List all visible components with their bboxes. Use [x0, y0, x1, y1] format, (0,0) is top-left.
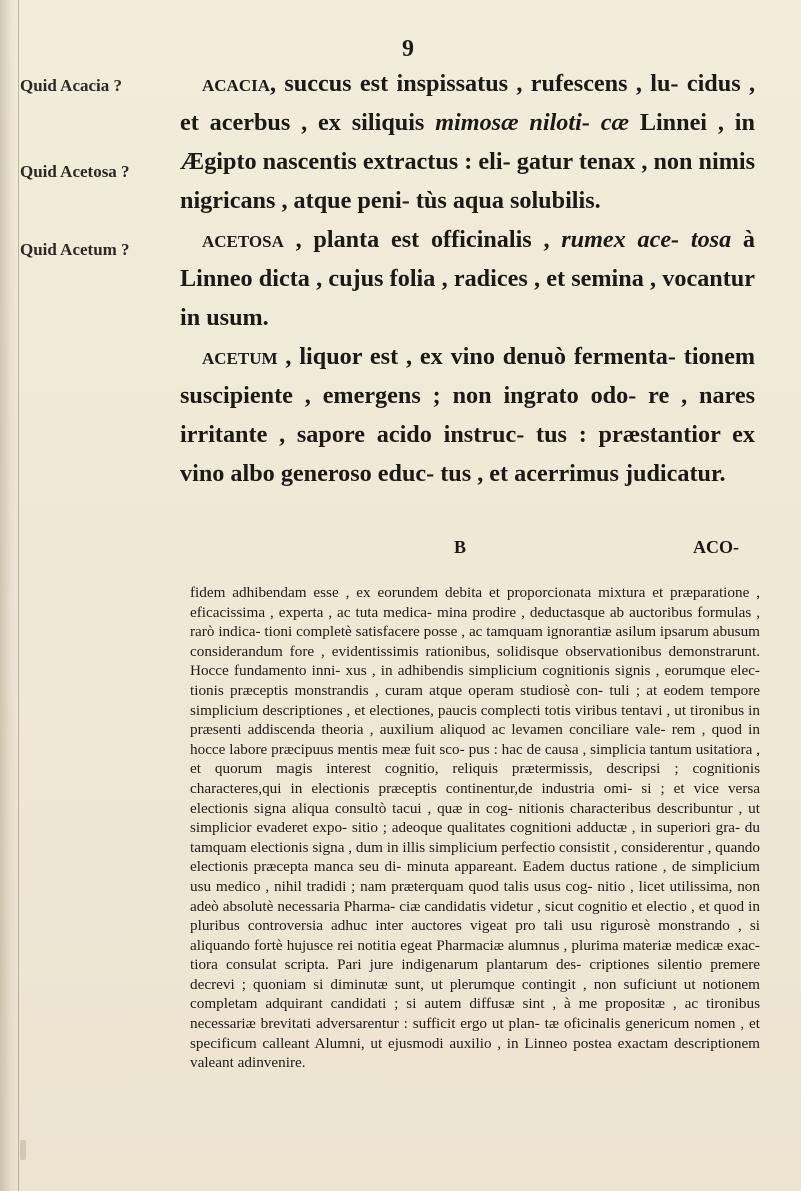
- entry-acetum-text-1: , liquor est , ex vino denuò fermenta- tionem suscipiente , emergens ; non ingrato odo- re , nares irritante , sapore acido instruc- tus : præstantior ex vino albo generoso educ- tus , et acerrimus judicatur.: [180, 343, 755, 487]
- main-text: [180, 64, 755, 493]
- catchword: ACO-: [693, 537, 739, 557]
- entry-acetosa-text-1: , planta est officinalis ,: [283, 226, 562, 253]
- entry-acacia-italic: mimosæ niloti- cæ: [435, 109, 629, 136]
- margin-note-acetum: Quid Acetum ?: [20, 240, 130, 259]
- margin-note-acetosa: Quid Acetosa ?: [20, 162, 130, 181]
- margin-note-acacia: Quid Acacia ?: [20, 76, 123, 95]
- entry-acetum: [180, 337, 755, 493]
- entry-acetosa-text-2: à Linneo dicta , cujus folia , radices , et semina , vocantur in usum.: [180, 226, 755, 331]
- entry-acetosa: [180, 220, 755, 337]
- page-number: 9: [402, 36, 414, 62]
- headword-acetum: acetum: [202, 343, 278, 370]
- binding-gutter: [18, 0, 19, 1191]
- headword-acetosa: acetosa: [202, 226, 284, 253]
- footnote-text: fidem adhibendam esse , ex eorundem debita et proporcionata mixtura et præparatione , eficacissima , experta , ac tuta medica- mina prodire , deductasque ab auctoribus formulas , rarò indica- tioni completè satisfacere posse , ac tamquam ignorantiæ asilum ipsarum abusum considerandum fore , evidentissimis rationibus, solidisque observationibus demonstrarunt. Hocce fundamento inni- xus , in adhibendis simplicium cognitionis signis , eorumque elec- tionis præceptis monstrandis , curam atque operam studiosè con- tuli ; at eodem tempore simplicium descriptiones , et electiones, paucis complecti totis viribus tentavi , ut tironibus in præsenti addiscenda theoria , auxilium aliquod ac levamen conciliare vale- rem , quod in hocce labore præcipuus mentis meæ fuit sco- pus : hac de causa , simplicia tantum usitatiora , et quorum magis interest cognitio, reliquis prætermissis, descripsi ; cognitionis characteres,qui in electionis præceptis continentur,de industria omi- si ; et vice versa electionis signa aliqua consultò tacui , quæ in cog- nitionis characteribus describuntur , ut simplicior evaderet expo- sitio ; adeoque qualitates cognitioni adductæ , in superiori gra- du tamquam electionis signa , dum in illis simplicium perfectio consistit , considerentur , quando electionis præcepta manca seu di- minuta appareant. Eadem ductus ratione , de simplicium usu medico , nihil tradidi ; nam præterquam quod talis usus cog- nitio , licet utilissima, non adeò absolutè necessaria Pharma- ciæ candidatis videtur , sicut cognitio et electio , et quod in pluribus controversia adhuc inter auctores vigeat pro tali usu rigurosè monstrando , si aliquando fortè hujusce rei notitia egeat Pharmaciæ alumnus , plurima materiæ medicæ exac- tiora consulat scripta. Pari jure indigenarum plantarum des- criptiones silentio premere decrevi ; quoniam si diminutæ sunt, ut plerumque contingit , non suficiunt ut notionem completam adquirant candidati ; si autem diffusæ sint , à me propositæ , ac tironibus necessariæ brevitati adversarentur : sufficit ergo ut plan- tæ oficinalis genericum nomen , et specificum calleant Alumni, ut ejusmodi auxilio , in Linneo postea exactam descriptionem valeant adinvenire.: [190, 584, 760, 1072]
- paper-stain: [20, 1140, 26, 1160]
- entry-acetosa-italic: rumex ace- tosa: [561, 226, 732, 253]
- entry-acacia: [180, 64, 755, 220]
- footnote: [190, 583, 760, 1073]
- entry-acacia-text-2: Linnei , in Ægipto nascentis extractus : eli- gatur tenax , non nimis nigricans , atque peni- tùs aqua solubilis.: [180, 109, 755, 214]
- headword-acacia: acacia: [202, 70, 270, 97]
- entry-acacia-text-1: , succus est inspissatus , rufescens , lu- cidus , et acerbus , ex siliquis: [180, 70, 755, 136]
- signature-mark: B: [454, 537, 467, 557]
- signature-line: [454, 537, 739, 559]
